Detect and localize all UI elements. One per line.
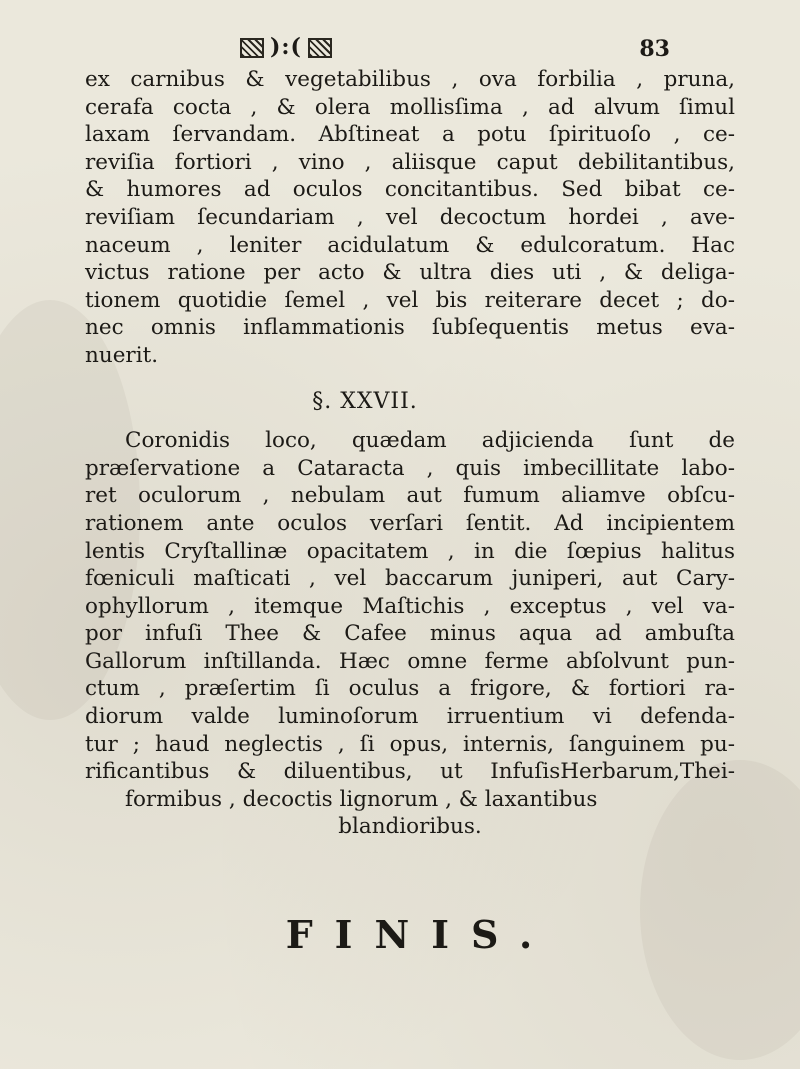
- paragraph-1: [85, 66, 735, 370]
- text-line: ctum , præſertim ſi oculus a frigore, & fortiori ra-: [85, 676, 735, 702]
- text-line: nuerit.: [85, 342, 159, 368]
- text-line: blandioribus.: [338, 814, 482, 840]
- text-line: victus ratione per acto & ultra dies uti , & deliga-: [85, 260, 735, 286]
- text-line: rationem ante oculos verſari ſentit. Ad incipientem: [85, 510, 735, 536]
- text-line: reviſia fortiori , vino , aliisque caput debilitantibus,: [85, 149, 735, 175]
- text-line: Gallorum inſtillanda. Hæc omne ferme abſolvunt pun-: [85, 648, 735, 674]
- header-ornament: ):(: [270, 34, 302, 60]
- ornament-right-icon: [308, 38, 332, 58]
- text-line: por infuſi Thee & Cafee minus aqua ad ambuſta: [85, 621, 735, 647]
- ornament-left-icon: [240, 38, 264, 58]
- text-line: tur ; haud neglectis , ſi opus, internis, ſanguinem pu-: [85, 731, 735, 757]
- text-line: reviſiam ſecundariam , vel decoctum hordei , ave-: [85, 204, 735, 230]
- text-line: ex carnibus & vegetabilibus , ova forbilia , pruna,: [85, 67, 735, 92]
- text-line: ophyllorum , itemque Maſtichis , exceptus , vel va-: [85, 593, 735, 619]
- text-line: lentis Cryſtallinæ opacitatem , in die ſœpius halitus: [85, 538, 735, 564]
- text-line: ret oculorum , nebulam aut fumum aliamve obſcu-: [85, 483, 735, 509]
- text-line: præſervatione a Cataracta , quis imbecillitate labo-: [85, 455, 735, 481]
- paragraph-2: [85, 427, 735, 841]
- page-number: 83: [639, 36, 670, 62]
- text-line: cerafa cocta , & olera mollisſima , ad alvum ſimul: [85, 94, 735, 120]
- text-line: diorum valde luminoſorum irruentium vi defenda-: [85, 704, 735, 730]
- text-line: naceum , leniter acidulatum & edulcoratum. Hac: [85, 232, 735, 258]
- body-text: [85, 66, 735, 841]
- section-heading: §. XXVII.: [312, 388, 418, 414]
- page-header: [240, 36, 670, 64]
- text-line: fœniculi maſticati , vel baccarum juniperi, aut Cary-: [85, 566, 735, 592]
- text-line: Coronidis loco, quædam adjicienda ſunt de: [125, 428, 735, 454]
- text-line: nec omnis inflammationis ſubſequentis metus eva-: [85, 315, 735, 341]
- text-line: & humores ad oculos concitantibus. Sed bibat ce-: [85, 177, 735, 203]
- text-line: rificantibus & diluentibus, ut InfuſisHerbarum,Thei-: [85, 759, 735, 785]
- finis-heading: FINIS.: [285, 912, 555, 957]
- text-line: laxam ſervandam. Abſtineat a potu ſpirituoſo , ce-: [85, 122, 735, 148]
- text-line: tionem quotidie ſemel , vel bis reiterare decet ; do-: [85, 287, 735, 313]
- text-line: formibus , decoctis lignorum , & laxantibus: [125, 786, 598, 812]
